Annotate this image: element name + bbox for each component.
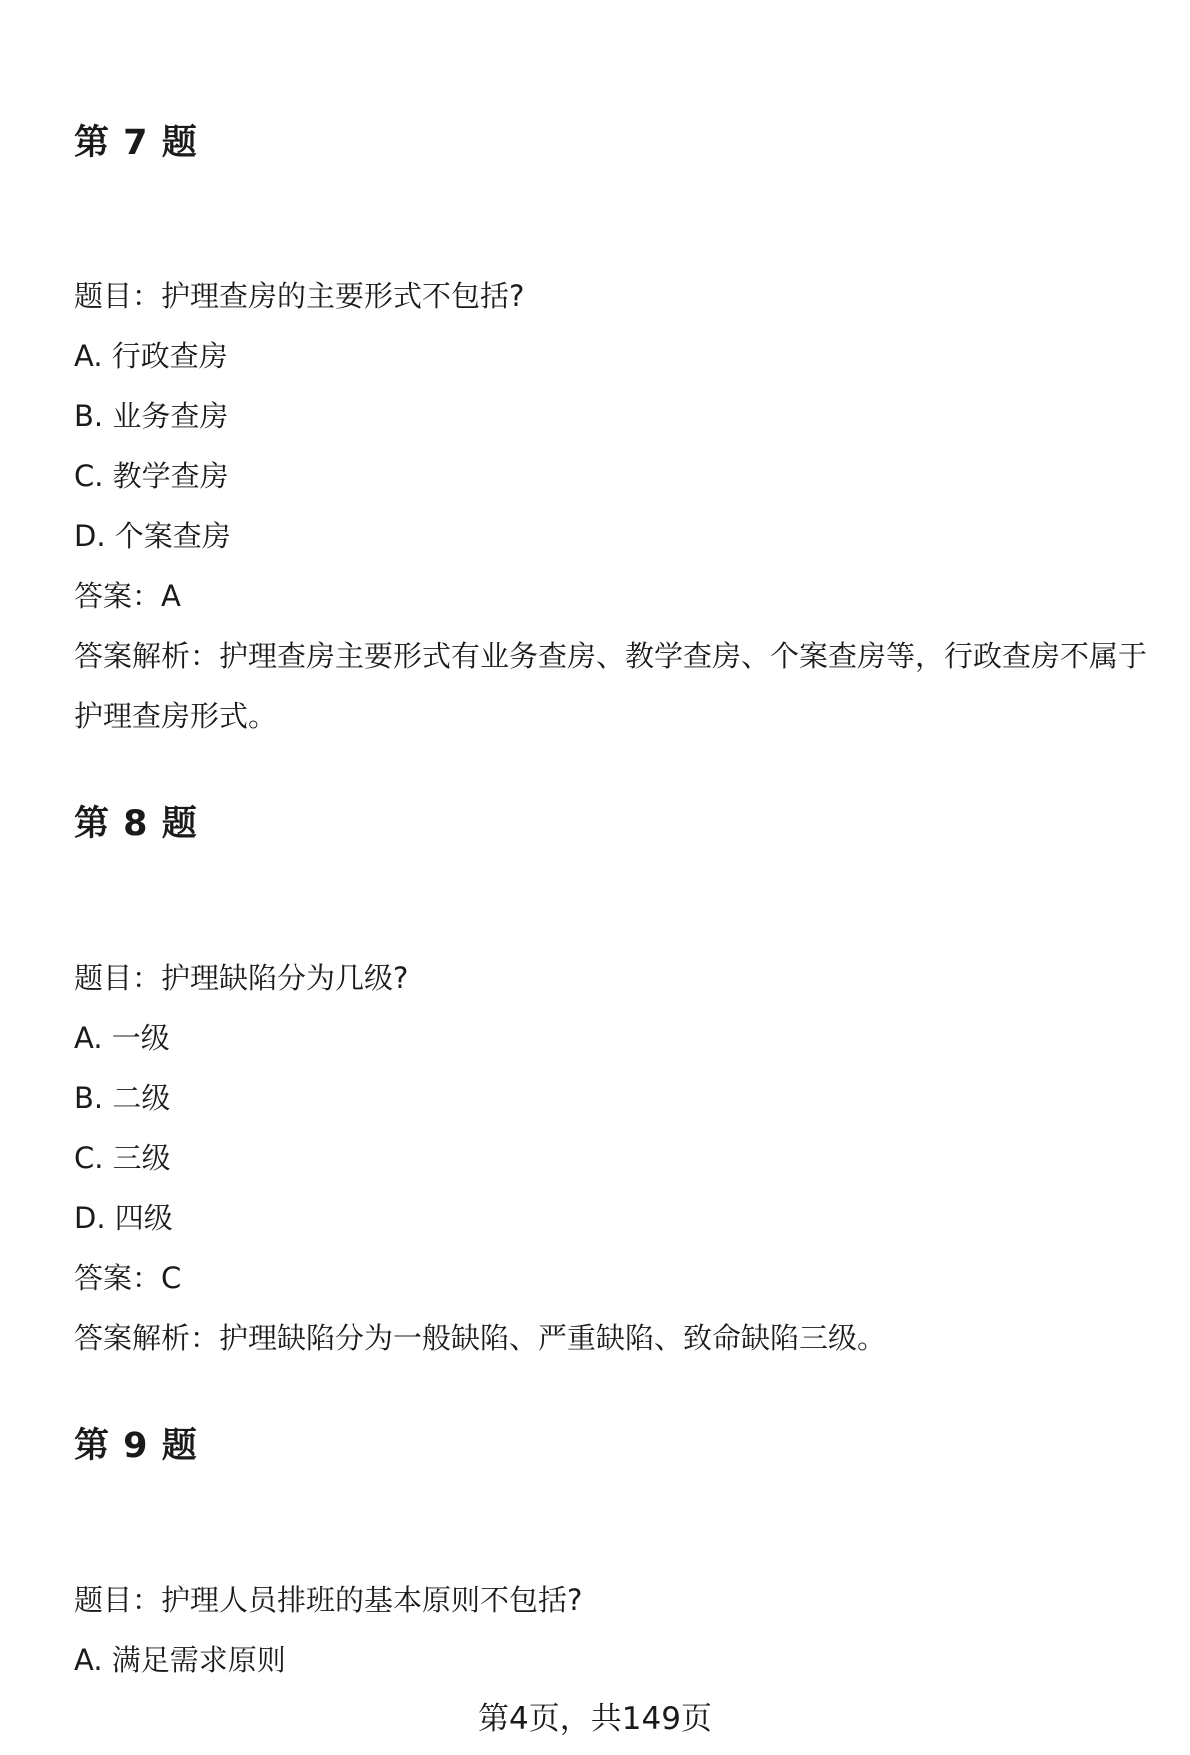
- question-8-option-a: A. 一级: [74, 1021, 170, 1055]
- question-9-heading: 第 9 题: [74, 1426, 198, 1466]
- question-9-stem: 题目：护理人员排班的基本原则不包括?: [74, 1583, 583, 1617]
- question-7-option-d: D. 个案查房: [74, 519, 231, 553]
- question-8-heading: 第 8 题: [74, 804, 198, 844]
- question-8-option-d: D. 四级: [74, 1201, 173, 1235]
- question-7-option-c: C. 教学查房: [74, 459, 229, 493]
- question-7-heading: 第 7 题: [74, 123, 198, 163]
- question-8-explanation: 答案解析：护理缺陷分为一般缺陷、严重缺陷、致命缺陷三级。: [74, 1321, 887, 1355]
- question-7-explanation: 答案解析：护理查房主要形式有业务查房、教学查房、个案查房等，行政查房不属于护理查房形式。: [74, 639, 1148, 733]
- question-7-option-b: B. 业务查房: [74, 399, 229, 433]
- question-7-stem: 题目：护理查房的主要形式不包括?: [74, 279, 525, 313]
- question-8-option-c: C. 三级: [74, 1141, 171, 1175]
- question-8-option-b: B. 二级: [74, 1081, 171, 1115]
- question-7-answer: 答案：A: [74, 579, 181, 613]
- page-number-footer: 第4页，共149页: [478, 1701, 712, 1737]
- question-8-stem: 题目：护理缺陷分为几级?: [74, 961, 409, 995]
- question-9-option-a: A. 满足需求原则: [74, 1643, 286, 1677]
- question-8-answer: 答案：C: [74, 1261, 182, 1295]
- question-7-option-a: A. 行政查房: [74, 339, 228, 373]
